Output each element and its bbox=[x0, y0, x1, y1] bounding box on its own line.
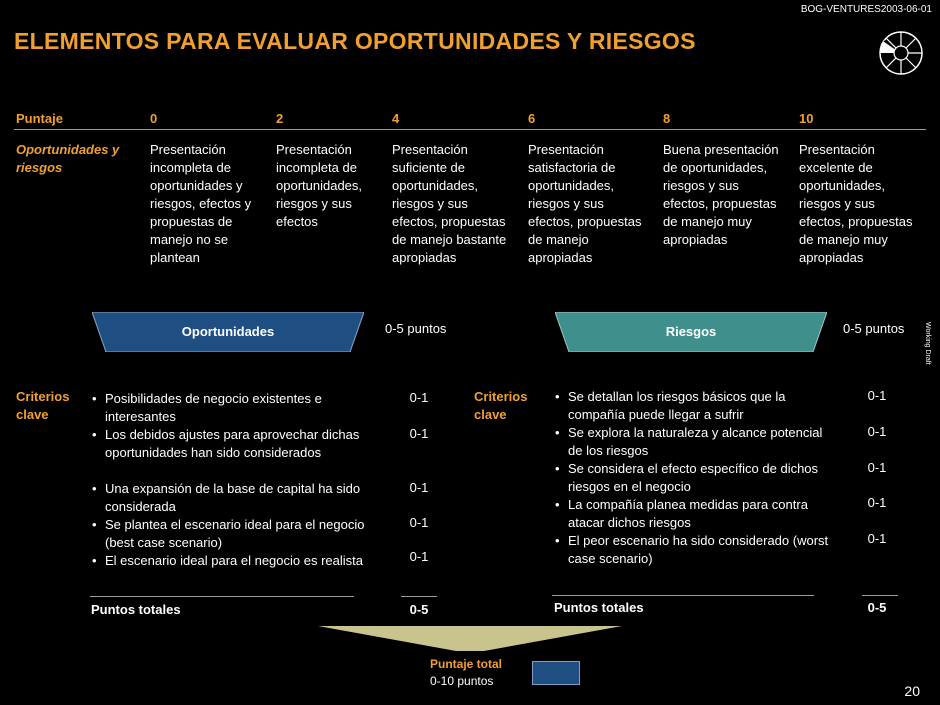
score-scale-label: Puntaje bbox=[16, 111, 63, 126]
list-item: • El escenario ideal para el negocio es realista bbox=[91, 552, 366, 588]
criterion-score: 0-1 bbox=[409, 390, 429, 405]
final-score-points: 0-10 puntos bbox=[430, 674, 494, 688]
criterion-score: 0-1 bbox=[867, 424, 887, 439]
divider bbox=[401, 596, 437, 597]
criterion-score: 0-1 bbox=[409, 426, 429, 441]
criterion-score: 0-1 bbox=[409, 549, 429, 564]
risks-total-label: Puntos totales bbox=[554, 600, 644, 615]
list-item: • Una expansión de la base de capital ha sido considerada bbox=[91, 480, 366, 516]
progress-wheel-icon bbox=[878, 30, 924, 76]
criterion-score: 0-1 bbox=[867, 495, 887, 510]
opportunities-banner-label: Oportunidades bbox=[181, 324, 275, 339]
score-value: 8 bbox=[663, 111, 671, 126]
criterion-score: 0-1 bbox=[867, 460, 887, 475]
list-item: • La compañía planea medidas para contra atacar dichos riesgos bbox=[554, 496, 829, 532]
risks-banner bbox=[555, 312, 827, 352]
page-title: ELEMENTOS PARA EVALUAR OPORTUNIDADES Y RIESGOS bbox=[14, 28, 696, 54]
document-id: BOG-VENTURES2003-06-01 bbox=[800, 4, 932, 15]
criterion-score: 0-1 bbox=[409, 515, 429, 530]
divider bbox=[14, 129, 926, 130]
list-item: • Se detallan los riesgos básicos que la compañía puede llegar a sufrir bbox=[554, 388, 829, 424]
score-value: 0 bbox=[150, 111, 158, 126]
criterion-score: 0-1 bbox=[409, 480, 429, 495]
opportunities-total-value: 0-5 bbox=[409, 602, 429, 617]
list-item: • Los debidos ajustes para aprovechar dichas oportunidades han sido considerados bbox=[91, 426, 366, 480]
risks-total-value: 0-5 bbox=[867, 600, 887, 615]
list-item: • El peor escenario ha sido considerado (worst case scenario) bbox=[554, 532, 829, 568]
score-description: Presentación suficiente de oportunidades, riesgos y sus efectos, propuestas de manejo bastante apropiadas bbox=[392, 142, 507, 265]
opportunities-banner bbox=[92, 312, 364, 352]
score-value: 4 bbox=[392, 111, 400, 126]
list-item: • Se considera el efecto específico de dichos riesgos en el negocio bbox=[554, 460, 829, 496]
risks-banner-label: Riesgos bbox=[665, 324, 717, 339]
risks-points: 0-5 puntos bbox=[843, 321, 905, 336]
risks-criteria-label: Criterios clave bbox=[474, 389, 528, 422]
score-value: 2 bbox=[276, 111, 284, 126]
page-number: 20 bbox=[904, 683, 920, 699]
final-score-label: Puntaje total bbox=[430, 657, 503, 671]
list-item: • Se explora la naturaleza y alcance potencial de los riesgos bbox=[554, 424, 829, 460]
score-description: Buena presentación de oportunidades, riesgos y sus efectos, propuestas de manejo muy apropiadas bbox=[663, 142, 779, 247]
list-item: • Posibilidades de negocio existentes e interesantes bbox=[91, 390, 366, 426]
criterion-score: 0-1 bbox=[867, 388, 887, 403]
opportunities-criteria-label: Criterios clave bbox=[16, 389, 70, 422]
opportunities-criteria-list bbox=[91, 390, 366, 588]
opportunities-points: 0-5 puntos bbox=[385, 321, 447, 336]
score-description: Presentación excelente de oportunidades, riesgos y sus efectos, propuestas de manejo muy apropiadas bbox=[799, 142, 913, 265]
opportunities-total-label: Puntos totales bbox=[91, 602, 181, 617]
score-description: Presentación satisfactoria de oportunidades, riesgos y sus efectos, propuestas de manejo apropiadas bbox=[528, 142, 642, 265]
row-label: Oportunidades y riesgos bbox=[16, 142, 120, 175]
score-description: Presentación incompleta de oportunidades, riesgos y sus efectos bbox=[276, 142, 363, 229]
divider bbox=[862, 595, 898, 596]
divider bbox=[552, 595, 814, 596]
risks-criteria-list bbox=[554, 388, 829, 568]
score-value: 6 bbox=[528, 111, 536, 126]
working-draft-note: Working Draft bbox=[924, 322, 931, 365]
divider bbox=[90, 596, 354, 597]
total-funnel-arrow bbox=[318, 626, 622, 652]
score-value: 10 bbox=[799, 111, 814, 126]
final-score-box bbox=[532, 661, 580, 685]
criterion-score: 0-1 bbox=[867, 531, 887, 546]
list-item: • Se plantea el escenario ideal para el negocio (best case scenario) bbox=[91, 516, 366, 552]
score-description: Presentación incompleta de oportunidades y riesgos, efectos y propuestas de manejo no se plantean bbox=[150, 142, 252, 265]
